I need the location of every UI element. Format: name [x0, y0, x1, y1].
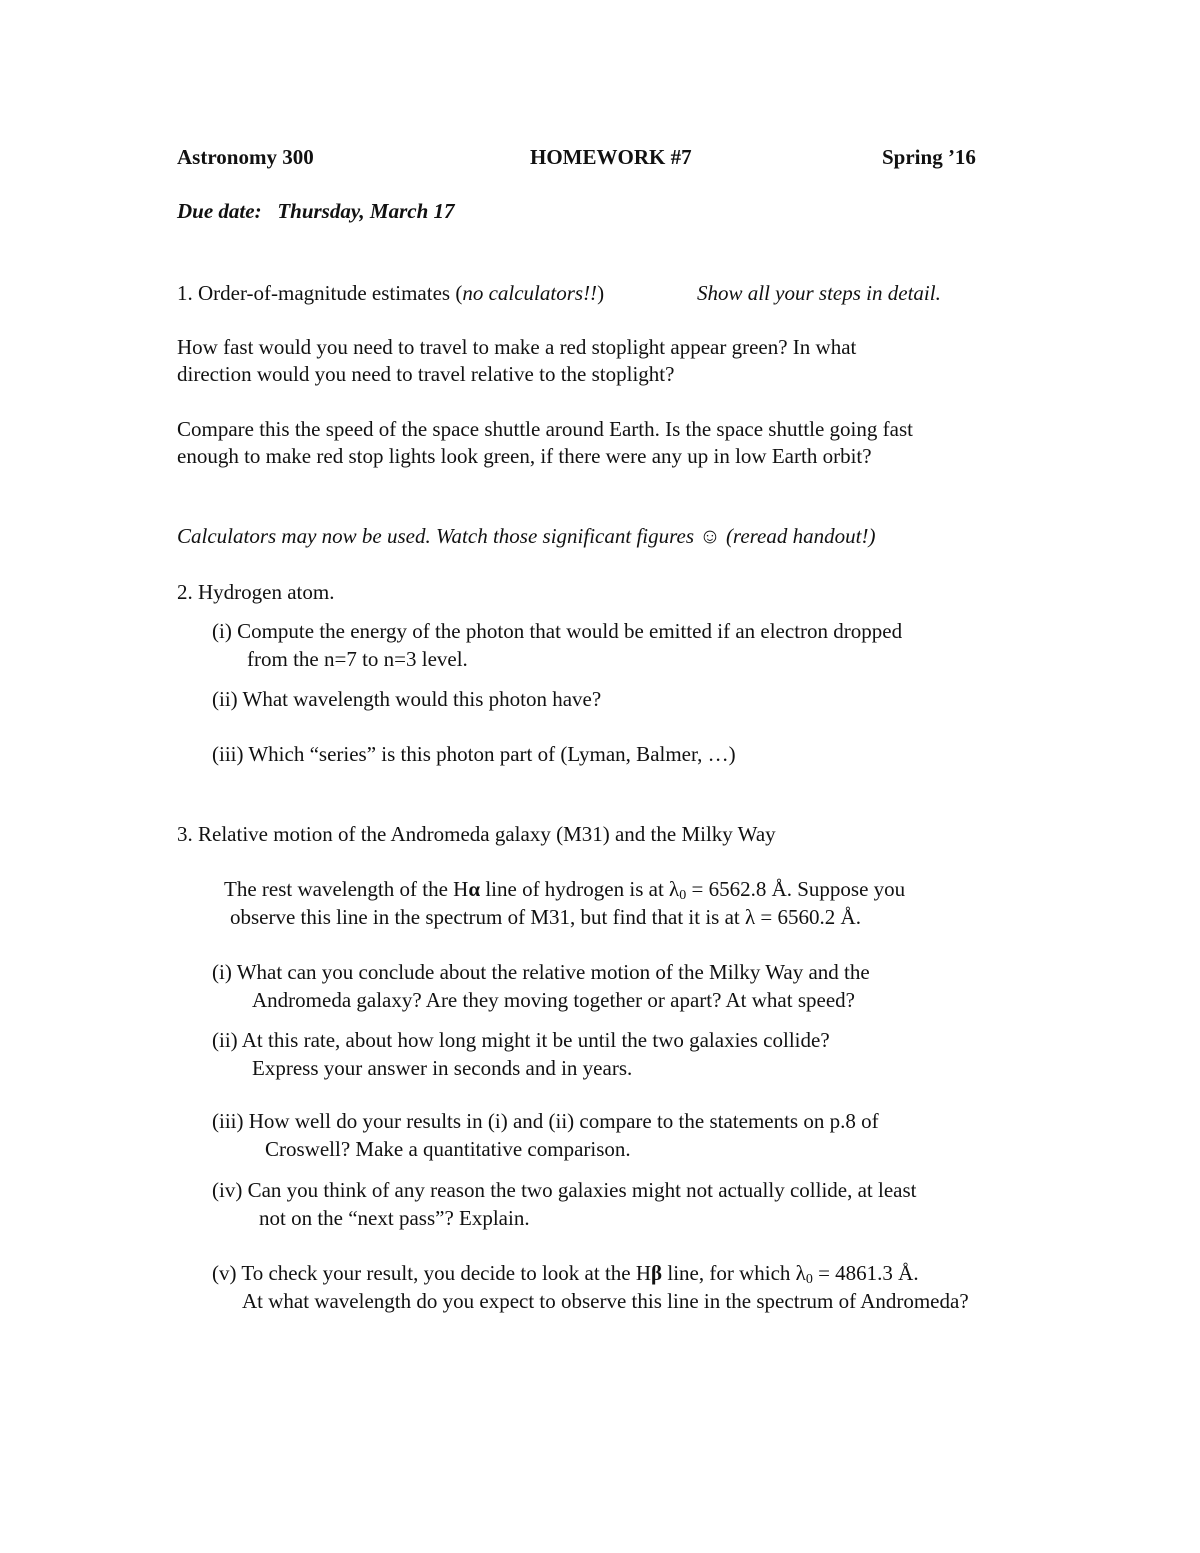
- q2-i-line2: from the n=7 to n=3 level.: [247, 647, 468, 671]
- due-label: Due date:: [177, 199, 262, 223]
- lambda-subscript: 0: [679, 888, 687, 903]
- q3-i-line2: Andromeda galaxy? Are they moving together or apart? At what speed?: [252, 988, 855, 1012]
- q3-v-line1: [212, 1260, 919, 1286]
- q3-rest-text-c: = 6562.8 Å. Suppose you: [686, 877, 906, 901]
- h-alpha-symbol: α: [468, 877, 481, 901]
- q2-iii: (iii) Which “series” is this photon part of (Lyman, Balmer, …): [212, 742, 736, 766]
- q3-ii-line1: (ii) At this rate, about how long might it be until the two galaxies collide?: [212, 1028, 830, 1052]
- q1-para1-line1: How fast would you need to travel to make a red stoplight appear green? In what: [177, 335, 857, 359]
- q3-rest-text-a: The rest wavelength of the H: [224, 877, 469, 901]
- q1-heading: [177, 280, 604, 306]
- q3-rest-line1: [224, 876, 905, 902]
- q3-v-text-c: = 4861.3 Å.: [812, 1261, 919, 1285]
- due-date-line: [177, 198, 455, 224]
- q2-i-line1: (i) Compute the energy of the photon that would be emitted if an electron dropped: [212, 619, 903, 643]
- h-beta-symbol: β: [651, 1261, 663, 1285]
- q3-ii-line2: Express your answer in seconds and in years.: [252, 1056, 633, 1080]
- q2-heading: 2. Hydrogen atom.: [177, 580, 335, 604]
- q1-para2-line1: Compare this the speed of the space shuttle around Earth. Is the space shuttle going fast: [177, 417, 913, 441]
- course-name: Astronomy 300: [177, 145, 314, 169]
- homework-title: HOMEWORK #7: [530, 145, 692, 169]
- q3-v-line2: At what wavelength do you expect to observe this line in the spectrum of Andromeda?: [242, 1289, 969, 1313]
- q1-para1-line2: direction would you need to travel relative to the stoplight?: [177, 362, 675, 386]
- q3-heading: 3. Relative motion of the Andromeda galaxy (M31) and the Milky Way: [177, 822, 776, 846]
- q3-v-text-b: line, for which λ: [662, 1261, 806, 1285]
- q2-ii: (ii) What wavelength would this photon have?: [212, 687, 602, 711]
- q1-heading-close: ): [597, 281, 605, 305]
- q1-para2-line2: enough to make red stop lights look green, if there were any up in low Earth orbit?: [177, 444, 872, 468]
- lambda-subscript-2: 0: [805, 1272, 813, 1287]
- q3-iv-line1: (iv) Can you think of any reason the two galaxies might not actually collide, at least: [212, 1178, 917, 1202]
- q3-rest-line2: observe this line in the spectrum of M31, but find that it is at λ = 6560.2 Å.: [230, 905, 861, 929]
- due-date: Thursday, March 17: [277, 199, 455, 223]
- q3-iii-line2: Croswell? Make a quantitative comparison.: [265, 1137, 631, 1161]
- q3-iv-line2: not on the “next pass”? Explain.: [259, 1206, 530, 1230]
- q1-heading-text: 1. Order-of-magnitude estimates (: [177, 281, 463, 305]
- q3-i-line1: (i) What can you conclude about the relative motion of the Milky Way and the: [212, 960, 870, 984]
- q3-rest-text-b: line of hydrogen is at λ: [480, 877, 680, 901]
- q1-instruction: Show all your steps in detail.: [697, 281, 941, 305]
- q3-v-text-a: (v) To check your result, you decide to look at the H: [212, 1261, 652, 1285]
- calculator-note: Calculators may now be used. Watch those significant figures ☺ (reread handout!): [177, 524, 876, 548]
- q3-iii-line1: (iii) How well do your results in (i) and (ii) compare to the statements on p.8 of: [212, 1109, 879, 1133]
- q1-no-calculators: no calculators!!: [462, 281, 598, 305]
- term: Spring ’16: [882, 145, 976, 169]
